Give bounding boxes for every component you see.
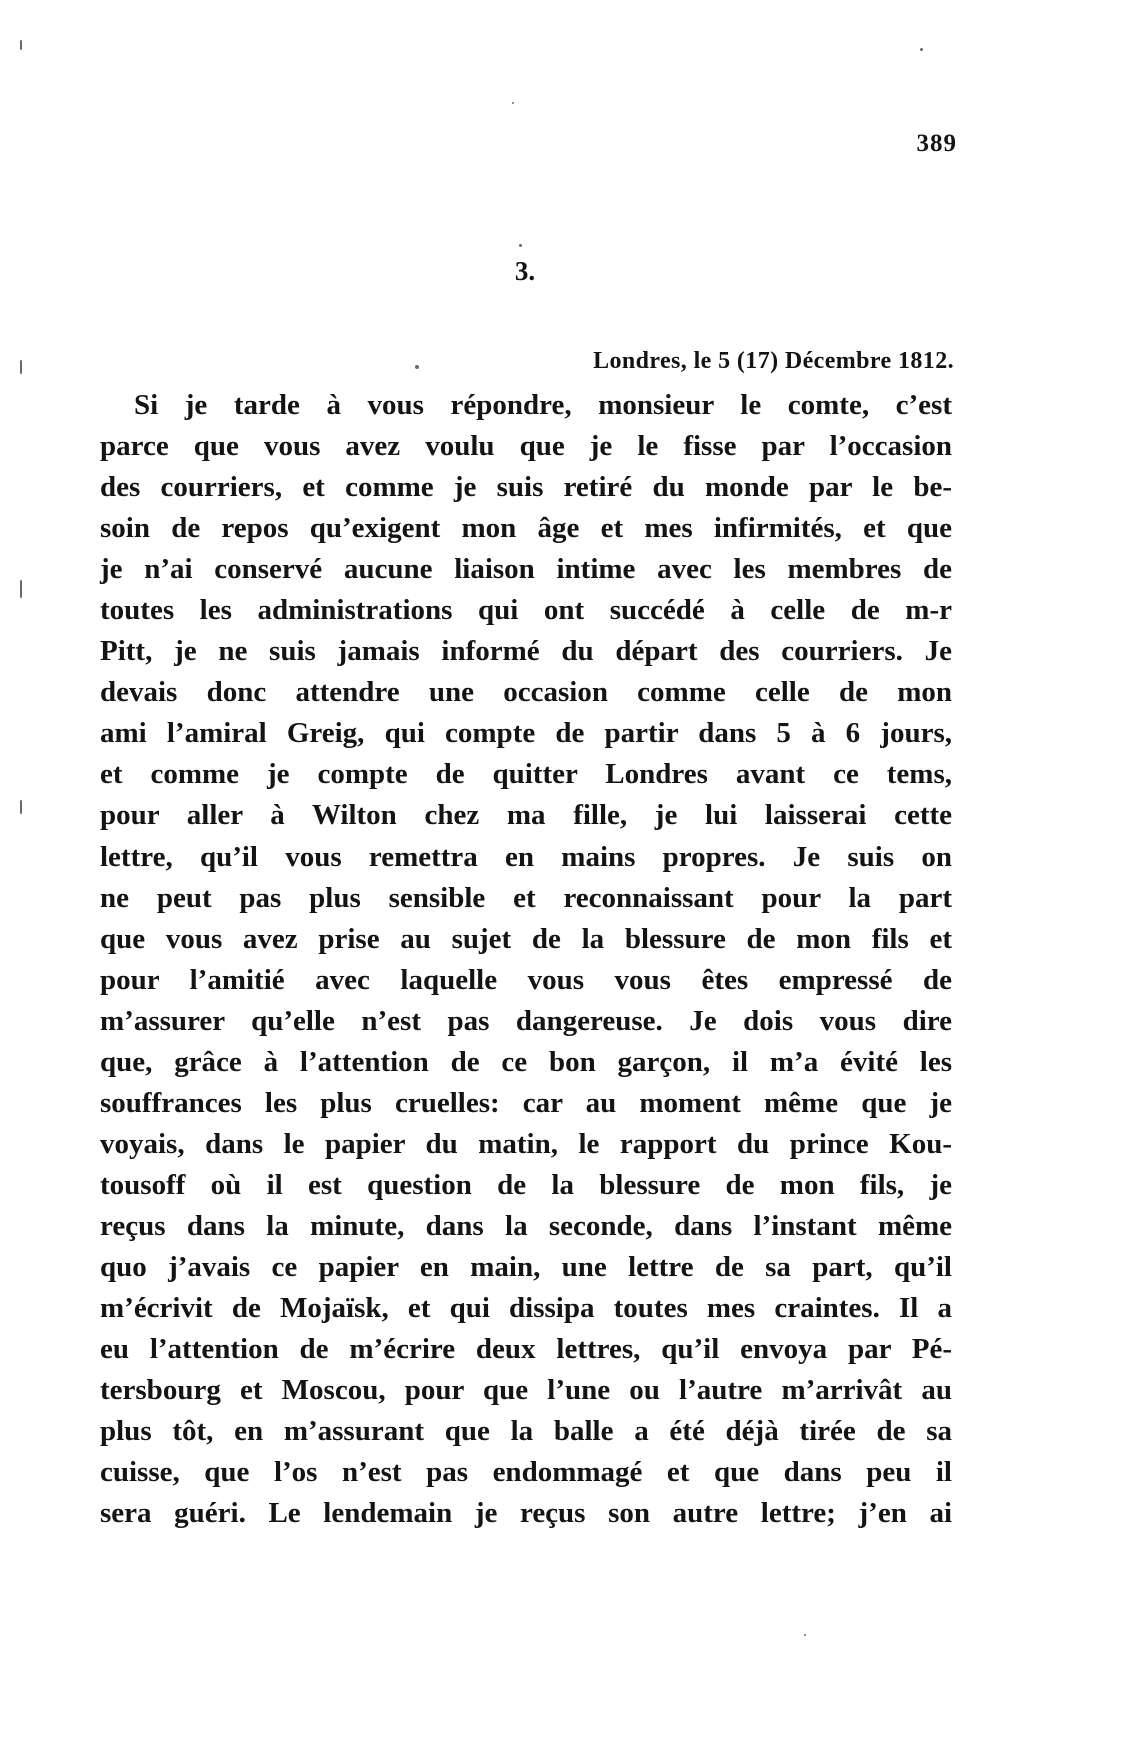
scan-speck	[519, 244, 522, 247]
body-line: que vous avez prise au sujet de la blessure de mon fils et	[100, 922, 952, 955]
body-line: Si je tarde à vous répondre, monsieur le comte, c’est	[134, 389, 952, 421]
scan-speck	[20, 800, 22, 814]
body-line: m’assurer qu’elle n’est pas dangereuse. Je dois vous dire	[100, 1004, 952, 1037]
section-number: 3.	[514, 256, 536, 286]
body-line: reçus dans la minute, dans la seconde, dans l’instant même	[100, 1209, 952, 1242]
body-line: Pitt, je ne suis jamais informé du départ des courriers. Je	[100, 635, 952, 668]
body-line: ami l’amiral Greig, qui compte de partir dans 5 à 6 jours,	[100, 717, 952, 750]
body-line: devais donc attendre une occasion comme celle de mon	[100, 676, 952, 709]
body-line: voyais, dans le papier du matin, le rapport du prince Kou-	[100, 1127, 952, 1160]
body-line: cuisse, que l’os n’est pas endommagé et que dans peu il	[100, 1456, 952, 1489]
body-line: parce que vous avez voulu que je le fisse par l’occasion	[100, 430, 952, 463]
scan-speck	[20, 580, 22, 598]
body-line: tousoff où il est question de la blessure de mon fils, je	[100, 1168, 952, 1201]
scan-speck	[415, 365, 419, 369]
body-line: quo j’avais ce papier en main, une lettre de sa part, qu’il	[100, 1250, 952, 1283]
body-line: et comme je compte de quitter Londres avant ce tems,	[100, 758, 952, 791]
body-line: des courriers, et comme je suis retiré du monde par le be-	[100, 471, 952, 504]
letter-body	[100, 385, 952, 1534]
body-line: pour aller à Wilton chez ma fille, je lui laisserai cette	[100, 799, 952, 832]
body-line: m’écrivit de Mojaïsk, et qui dissipa toutes mes craintes. Il a	[100, 1292, 952, 1325]
page-number: 389	[916, 130, 957, 157]
body-line: souffrances les plus cruelles: car au moment même que je	[100, 1086, 952, 1119]
body-line: plus tôt, en m’assurant que la balle a été déjà tirée de sa	[100, 1415, 952, 1448]
body-line: lettre, qu’il vous remettra en mains propres. Je suis on	[100, 840, 952, 873]
scan-speck	[920, 48, 923, 51]
body-line: tersbourg et Moscou, pour que l’une ou l’autre m’arrivât au	[100, 1374, 952, 1407]
body-line: je n’ai conservé aucune liaison intime avec les membres de	[100, 553, 952, 586]
scan-speck	[20, 40, 22, 50]
letter-dateline: Londres, le 5 (17) Décembre 1812.	[593, 348, 954, 374]
scan-speck	[804, 1634, 806, 1636]
body-line: pour l’amitié avec laquelle vous vous êtes empressé de	[100, 963, 952, 996]
body-line: eu l’attention de m’écrire deux lettres, qu’il envoya par Pé-	[100, 1333, 952, 1366]
body-line: soin de repos qu’exigent mon âge et mes infirmités, et que	[100, 512, 952, 545]
scan-speck	[20, 360, 22, 374]
body-line: ne peut pas plus sensible et reconnaissant pour la part	[100, 881, 952, 914]
body-line: toutes les administrations qui ont succédé à celle de m-r	[100, 594, 952, 627]
scan-speck	[512, 102, 514, 104]
body-line: que, grâce à l’attention de ce bon garçon, il m’a évité les	[100, 1045, 952, 1078]
body-line: sera guéri. Le lendemain je reçus son autre lettre; j’en ai	[100, 1497, 952, 1530]
